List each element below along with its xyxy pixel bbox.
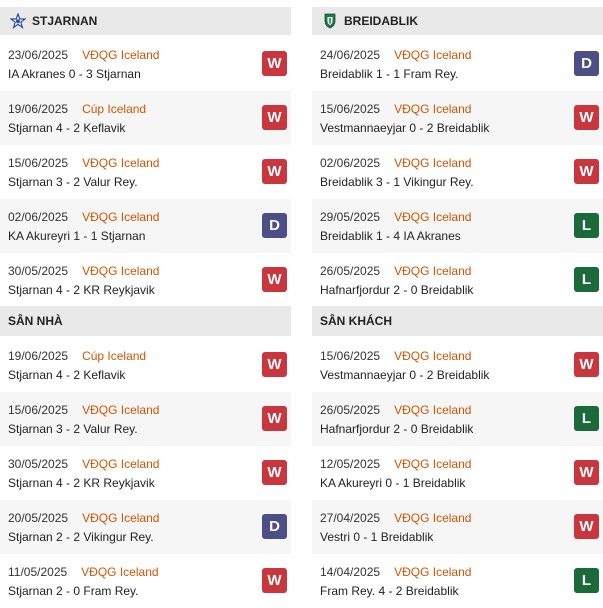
result-badge: W [262, 159, 287, 184]
match-score: Vestmannaeyjar 0 - 2 Breidablik [320, 368, 490, 382]
match-league[interactable]: VĐQG Iceland [394, 156, 472, 170]
match-row[interactable] [312, 37, 603, 91]
match-list [0, 37, 291, 307]
home-header[interactable] [0, 306, 291, 336]
result-badge: W [262, 51, 287, 76]
result-badge: W [574, 105, 599, 130]
result-badge: W [574, 159, 599, 184]
result-badge: L [574, 267, 599, 292]
match-league[interactable]: VĐQG Iceland [82, 457, 160, 471]
match-meta [320, 565, 471, 579]
result-badge: W [262, 352, 287, 377]
match-date: 30/05/2025 [8, 457, 69, 471]
match-date: 15/06/2025 [8, 403, 69, 417]
match-score: Stjarnan 4 - 2 KR Reykjavik [8, 476, 155, 490]
match-date: 23/06/2025 [8, 48, 69, 62]
match-date: 26/05/2025 [320, 264, 381, 278]
result-badge: D [262, 213, 287, 238]
match-row[interactable] [312, 145, 603, 199]
match-meta [8, 48, 159, 62]
match-league[interactable]: VĐQG Iceland [394, 210, 472, 224]
match-league[interactable]: VĐQG Iceland [394, 565, 472, 579]
match-league[interactable]: VĐQG Iceland [394, 511, 472, 525]
match-league[interactable]: VĐQG Iceland [81, 565, 159, 579]
result-badge: L [574, 406, 599, 431]
match-row[interactable] [0, 253, 291, 307]
match-score: Breidablik 1 - 1 Fram Rey. [320, 67, 459, 81]
match-row[interactable] [0, 91, 291, 145]
match-row[interactable] [0, 199, 291, 253]
result-badge: L [574, 568, 599, 593]
match-meta [320, 264, 471, 278]
match-date: 12/05/2025 [320, 457, 381, 471]
match-score: Stjarnan 3 - 2 Valur Rey. [8, 422, 138, 436]
stjarnan-panel [0, 7, 291, 307]
match-row[interactable] [312, 554, 603, 608]
result-badge: W [574, 460, 599, 485]
match-meta [8, 565, 159, 579]
match-score: Stjarnan 4 - 2 KR Reykjavik [8, 283, 155, 297]
match-league[interactable]: Cúp Iceland [82, 102, 147, 116]
team-title: BREIDABLIK [344, 14, 418, 28]
match-list [0, 338, 291, 608]
match-score: Hafnarfjordur 2 - 0 Breidablik [320, 422, 474, 436]
match-row[interactable] [312, 500, 603, 554]
match-date: 02/06/2025 [8, 210, 69, 224]
match-meta [8, 457, 159, 471]
match-date: 29/05/2025 [320, 210, 381, 224]
away-header[interactable] [312, 306, 603, 336]
match-date: 15/06/2025 [320, 102, 381, 116]
match-league[interactable]: VĐQG Iceland [82, 48, 160, 62]
match-score: Vestri 0 - 1 Breidablik [320, 530, 434, 544]
match-score: KA Akureyri 0 - 1 Breidablik [320, 476, 466, 490]
result-badge: W [574, 352, 599, 377]
green-crest-icon [322, 13, 338, 29]
match-meta [320, 48, 471, 62]
match-score: Stjarnan 4 - 2 Keflavik [8, 121, 126, 135]
match-meta [8, 102, 146, 116]
match-date: 15/06/2025 [320, 349, 381, 363]
match-meta [8, 511, 159, 525]
match-meta [8, 403, 159, 417]
section-title: SÂN KHÁCH [320, 314, 392, 328]
match-date: 30/05/2025 [8, 264, 69, 278]
match-league[interactable]: VĐQG Iceland [394, 48, 472, 62]
match-row[interactable] [0, 338, 291, 392]
match-date: 02/06/2025 [320, 156, 381, 170]
match-list [312, 37, 603, 307]
match-row[interactable] [312, 91, 603, 145]
match-meta [8, 210, 159, 224]
star-crest-icon [10, 13, 26, 29]
result-badge: W [574, 514, 599, 539]
match-meta [8, 156, 159, 170]
match-league[interactable]: VĐQG Iceland [82, 511, 160, 525]
match-row[interactable] [0, 446, 291, 500]
section-title: SÂN NHÀ [8, 314, 63, 328]
match-row[interactable] [312, 199, 603, 253]
match-meta [320, 457, 471, 471]
match-league[interactable]: VĐQG Iceland [394, 264, 472, 278]
team-title: STJARNAN [32, 14, 98, 28]
match-date: 11/05/2025 [8, 565, 68, 579]
result-badge: D [574, 51, 599, 76]
result-badge: D [262, 514, 287, 539]
match-league[interactable]: VĐQG Iceland [394, 403, 472, 417]
match-league[interactable]: VĐQG Iceland [394, 102, 472, 116]
match-league[interactable]: Cúp Iceland [82, 349, 147, 363]
match-row[interactable] [312, 253, 603, 307]
match-date: 27/04/2025 [320, 511, 381, 525]
match-date: 19/06/2025 [8, 349, 69, 363]
result-badge: W [262, 460, 287, 485]
match-meta [8, 349, 146, 363]
match-date: 24/06/2025 [320, 48, 381, 62]
match-score: KA Akureyri 1 - 1 Stjarnan [8, 229, 146, 243]
match-league[interactable]: VĐQG Iceland [394, 457, 472, 471]
match-meta [320, 511, 471, 525]
home-panel [0, 306, 291, 608]
match-league[interactable]: VĐQG Iceland [82, 403, 160, 417]
result-badge: W [262, 267, 287, 292]
match-date: 19/06/2025 [8, 102, 69, 116]
match-date: 14/04/2025 [320, 565, 381, 579]
match-score: Hafnarfjordur 2 - 0 Breidablik [320, 283, 474, 297]
match-score: Breidablik 3 - 1 Vikingur Rey. [320, 175, 474, 189]
match-meta [320, 156, 471, 170]
match-meta [320, 403, 471, 417]
match-score: Stjarnan 2 - 2 Vikingur Rey. [8, 530, 154, 544]
match-score: Stjarnan 3 - 2 Valur Rey. [8, 175, 138, 189]
match-league[interactable]: VĐQG Iceland [82, 156, 160, 170]
match-meta [320, 349, 471, 363]
match-row[interactable] [0, 37, 291, 91]
match-meta [320, 210, 471, 224]
match-score: Stjarnan 2 - 0 Fram Rey. [8, 584, 139, 598]
match-date: 26/05/2025 [320, 403, 381, 417]
match-row[interactable] [0, 392, 291, 446]
match-date: 20/05/2025 [8, 511, 69, 525]
match-date: 15/06/2025 [8, 156, 69, 170]
match-score: Fram Rey. 4 - 2 Breidablik [320, 584, 459, 598]
away-panel [312, 306, 603, 608]
match-row[interactable] [0, 554, 291, 608]
match-score: Stjarnan 4 - 2 Keflavik [8, 368, 126, 382]
match-score: Vestmannaeyjar 0 - 2 Breidablik [320, 121, 490, 135]
match-score: IA Akranes 0 - 3 Stjarnan [8, 67, 141, 81]
result-badge: L [574, 213, 599, 238]
result-badge: W [262, 105, 287, 130]
match-league[interactable]: VĐQG Iceland [82, 264, 160, 278]
match-league[interactable]: VĐQG Iceland [82, 210, 160, 224]
breidablik-header[interactable] [312, 7, 603, 35]
match-row[interactable] [312, 446, 603, 500]
match-row[interactable] [0, 145, 291, 199]
match-row[interactable] [312, 338, 603, 392]
match-league[interactable]: VĐQG Iceland [394, 349, 472, 363]
match-row[interactable] [0, 500, 291, 554]
match-row[interactable] [312, 392, 603, 446]
breidablik-panel [312, 7, 603, 307]
match-meta [320, 102, 471, 116]
result-badge: W [262, 568, 287, 593]
match-score: Breidablik 1 - 4 IA Akranes [320, 229, 461, 243]
stjarnan-header[interactable] [0, 7, 291, 35]
match-list [312, 338, 603, 608]
result-badge: W [262, 406, 287, 431]
match-meta [8, 264, 159, 278]
